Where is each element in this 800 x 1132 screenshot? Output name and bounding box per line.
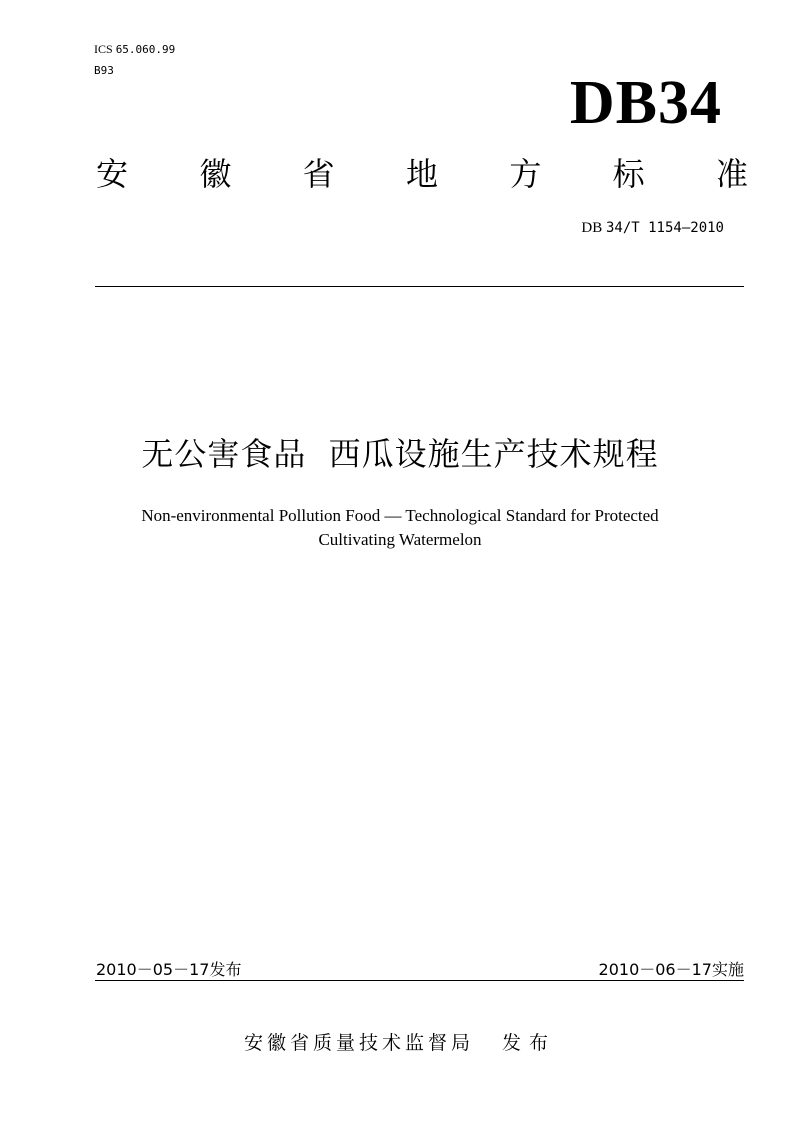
- standard-type-char: 安: [96, 155, 129, 193]
- ics-label: ICS: [94, 42, 113, 56]
- issue-date: [96, 960, 241, 980]
- standard-number: [581, 218, 724, 238]
- document-title-en: [0, 504, 800, 552]
- ics-number: [94, 42, 175, 57]
- standard-type-char: 准: [715, 155, 748, 193]
- implementation-date-value: 2010－06－17: [598, 960, 712, 979]
- standard-type-char: 地: [405, 155, 438, 193]
- implementation-date-label: 实施: [711, 960, 744, 979]
- standard-type-title: [96, 154, 748, 194]
- publisher-line: [0, 1030, 800, 1056]
- header-divider: [95, 286, 744, 287]
- issue-date-value: 2010－05－17: [96, 960, 210, 979]
- title-en-line: Non-environmental Pollution Food — Technological Standard for Protected: [141, 506, 659, 525]
- standard-type-char: 徽: [199, 155, 232, 193]
- title-en-line: Cultivating Watermelon: [318, 530, 482, 549]
- ics-code: 65.060.99: [115, 43, 176, 56]
- standard-type-char: 省: [302, 155, 335, 193]
- standard-number-prefix: DB: [581, 220, 603, 236]
- standard-code-logo: DB34: [569, 69, 722, 137]
- standard-type-char: 标: [612, 155, 645, 193]
- issue-date-label: 发布: [209, 960, 242, 979]
- publisher-action: 发布: [502, 1032, 557, 1054]
- document-title-zh: 无公害食品 西瓜设施生产技术规程: [141, 435, 659, 473]
- implementation-date: [599, 960, 744, 980]
- classification-code: B93: [94, 64, 114, 77]
- footer-divider: [95, 980, 744, 981]
- publisher-name: 安徽省质量技术监督局: [243, 1032, 474, 1054]
- standard-number-value: 34/T 1154—2010: [605, 220, 724, 236]
- standard-type-char: 方: [509, 155, 542, 193]
